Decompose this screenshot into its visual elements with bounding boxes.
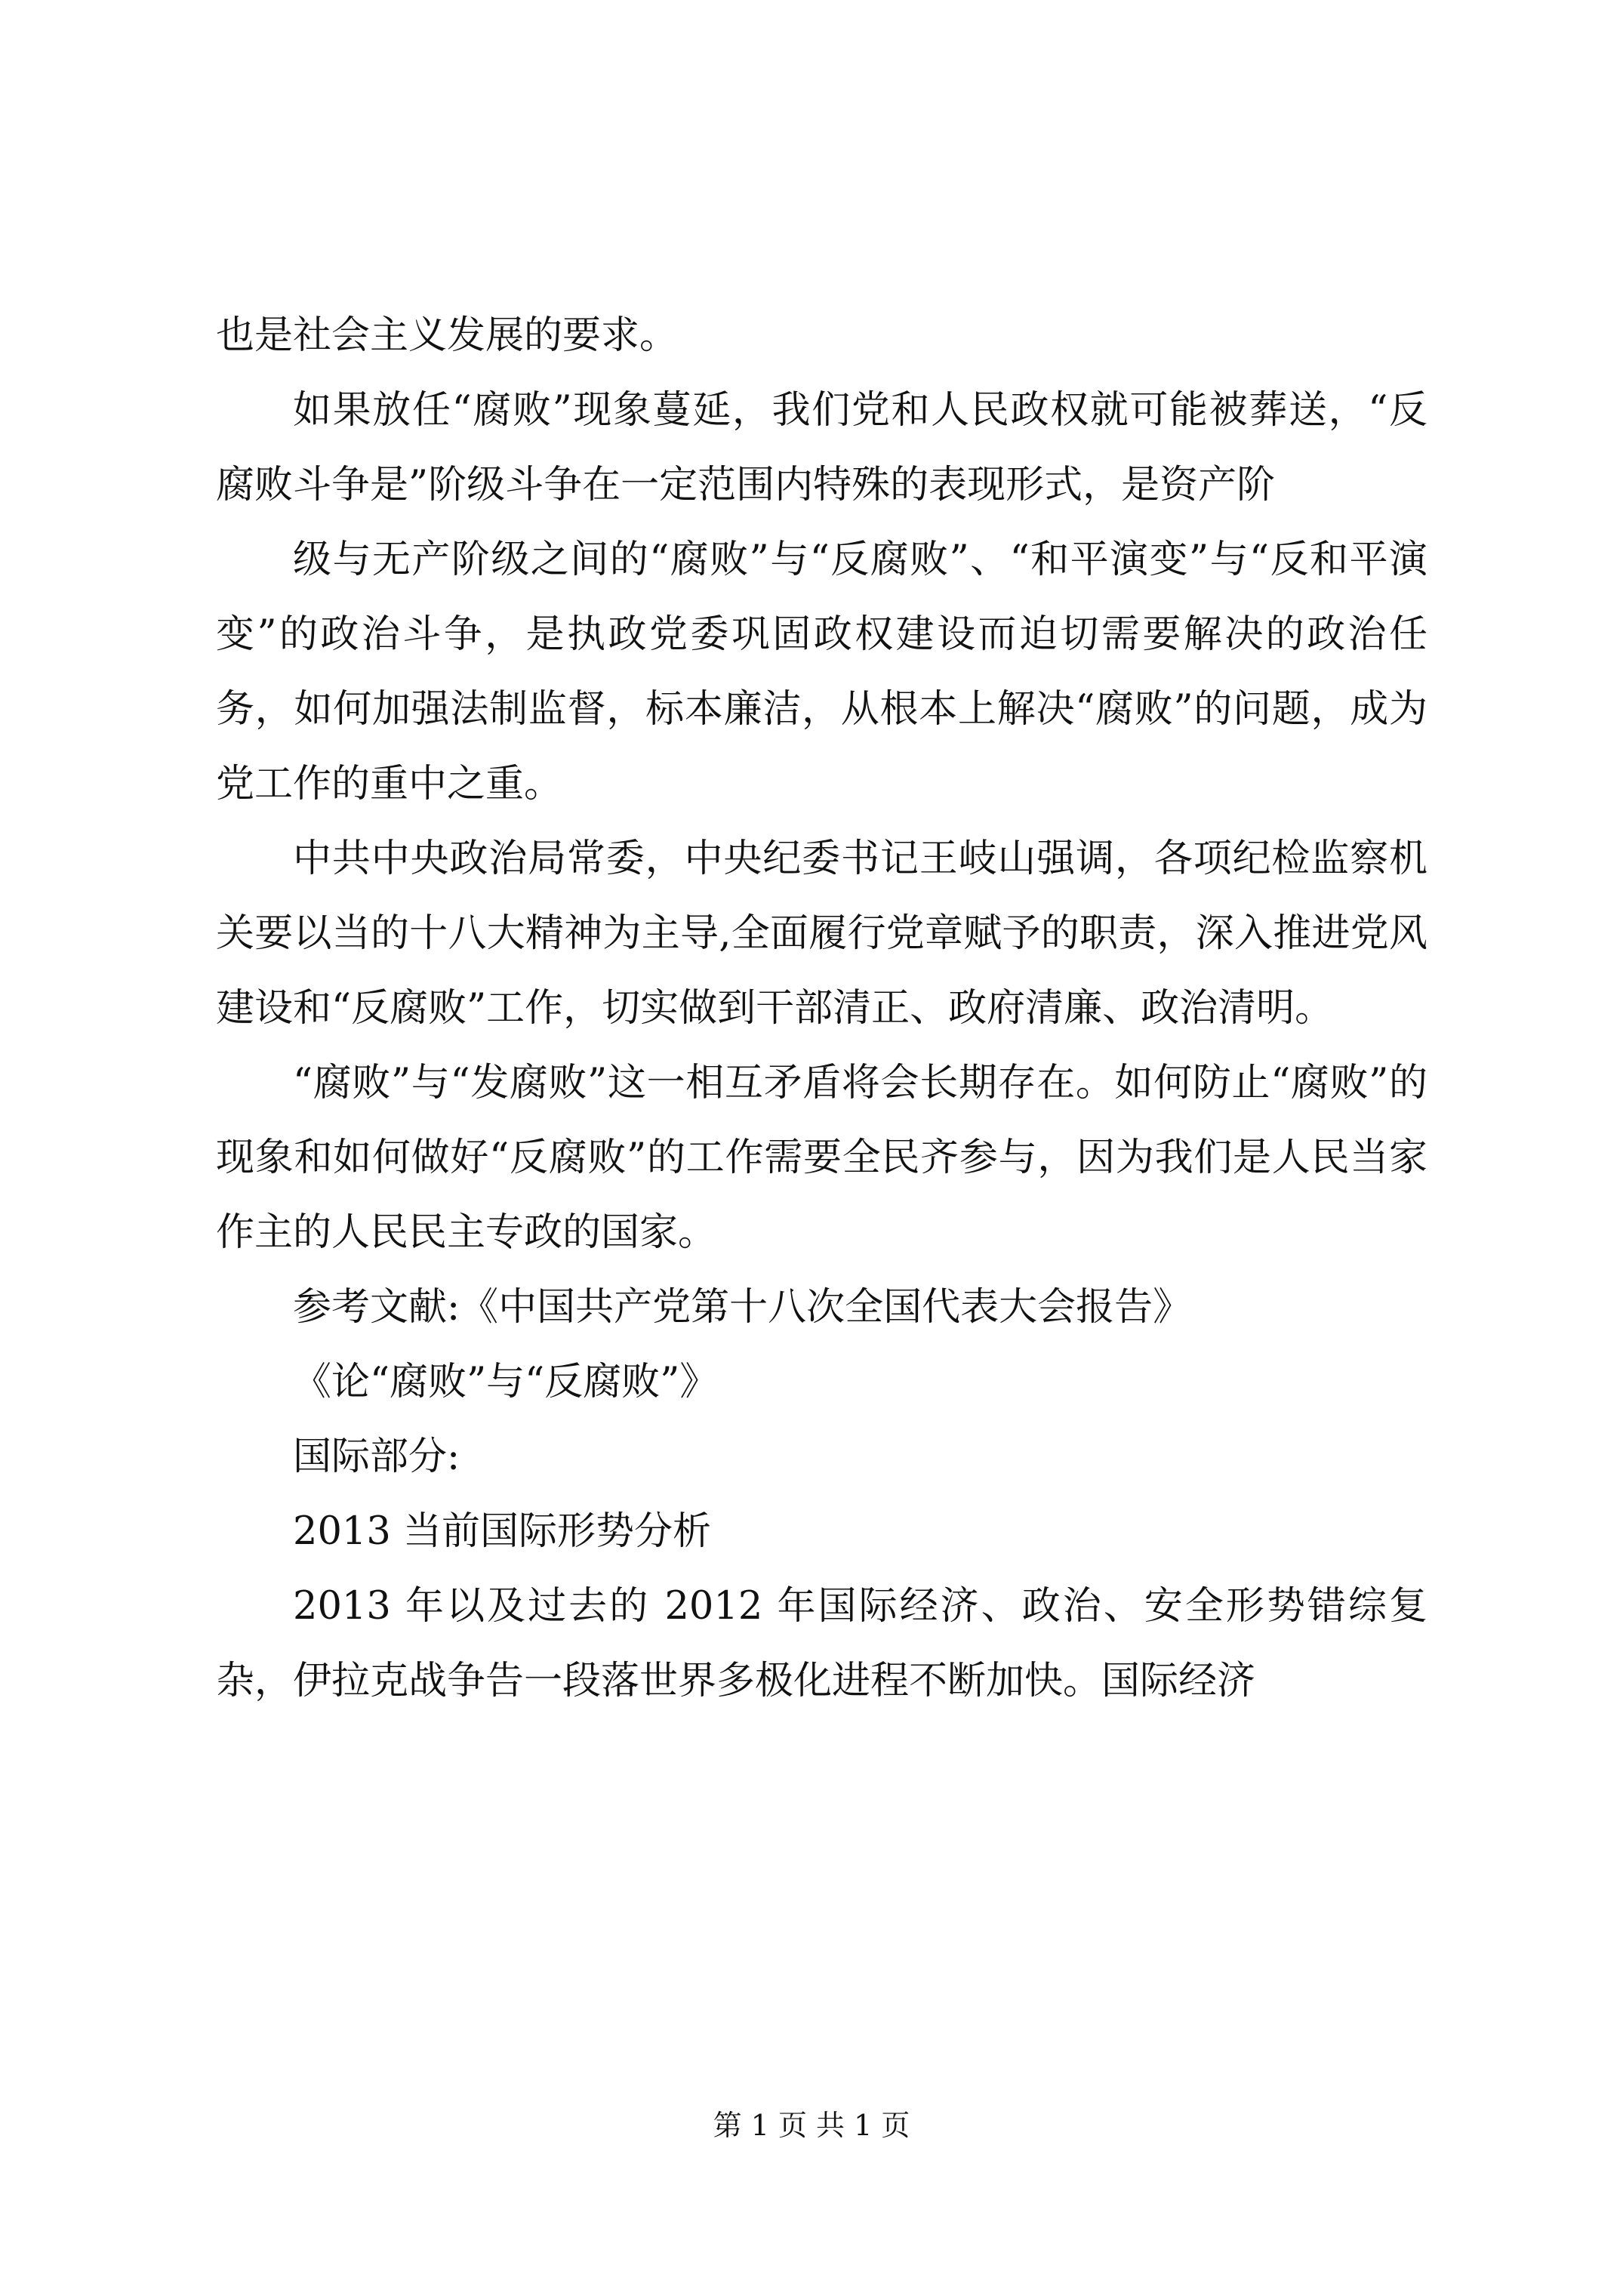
paragraph-continuation: 也是社会主义发展的要求。 xyxy=(216,313,679,358)
paragraph-situation-title: 2013 当前国际形势分析 xyxy=(293,1509,712,1554)
paragraph-long-term-contradiction: “腐败”与“发腐败”这一相互矛盾将会长期存在。如何防止“腐败”的现象和如何做好“反腐败”的工作需要全民齐参与，因为我们是人民当家作主的人民民主专政的国家。 xyxy=(216,1061,1427,1255)
paragraph-international-heading: 国际部分: xyxy=(293,1435,460,1479)
paragraph-international-analysis: 2013 年以及过去的 2012 年国际经济、政治、安全形势错综复杂，伊拉克战争告一段落世界多极化进程不断加快。国际经济 xyxy=(216,1584,1427,1703)
paragraph-political-struggle: 级与无产阶级之间的“腐败”与“反腐败”、“和平演变”与“反和平演变”的政治斗争，是执政党委巩固政权建设而迫切需要解决的政治任务，如何加强法制监督，标本廉洁，从根本上解决“腐败”的问题，成为党工作的重中之重。 xyxy=(216,538,1427,806)
paragraph-corruption-spread: 如果放任“腐败”现象蔓延，我们党和人民政权就可能被葬送，“反腐败斗争是”阶级斗争在一定范围内特殊的表现形式，是资产阶 xyxy=(216,388,1427,507)
paragraph-reference-title: 《论“腐败”与“反腐败”》 xyxy=(293,1360,719,1404)
paragraph-wang-qishan: 中共中央政治局常委，中央纪委书记王岐山强调，各项纪检监察机关要以当的十八大精神为主导,全面履行党章赋予的职责，深入推进党风建设和“反腐败”工作，切实做到干部清正、政府清廉、政治清明。 xyxy=(216,837,1427,1031)
page-footer: 第 1 页 共 1 页 xyxy=(713,2109,910,2142)
document-body xyxy=(216,298,1427,1718)
paragraph-references: 参考文献:《中国共产党第十八次全国代表大会报告》 xyxy=(293,1285,1192,1330)
